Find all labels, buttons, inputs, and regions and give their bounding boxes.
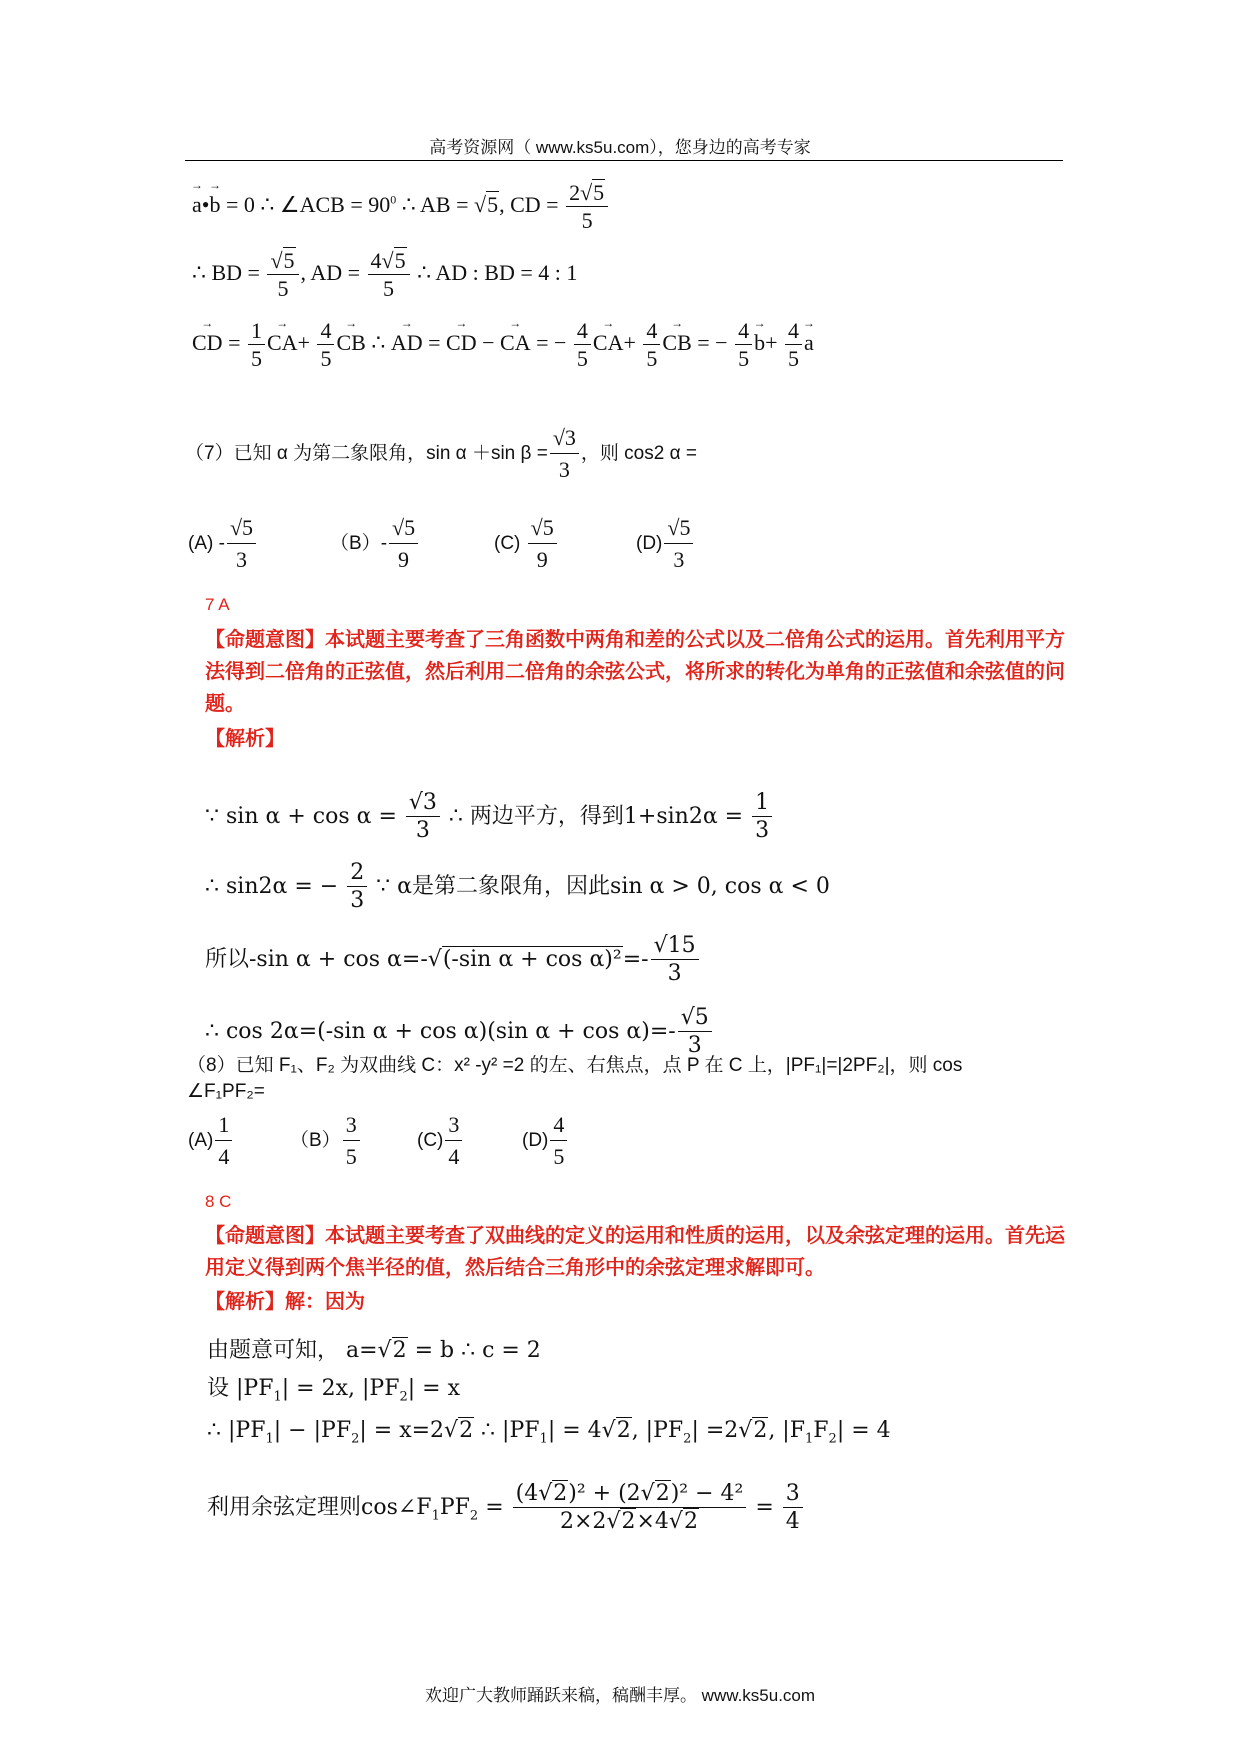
q7-option-c: (C) $\frac{√5}{9}$ <box>494 515 559 573</box>
q7-step-3: 所以-sin α + cos α=-√(-sin α + cos α)²=- $\frac{√15}{3}$ <box>205 935 701 985</box>
q8-step-2: 设 $|PF_1| = 2x$, $|PF_2| = x$ <box>207 1376 460 1405</box>
page-header: 高考资源网（ www.ks5u.com），您身边的高考专家 <box>429 138 811 157</box>
q8-option-b: （B） $\frac{3}{5}$ <box>290 1112 362 1170</box>
q6-line-2: ∴ BD = $\frac{√5}{5}$ , AD = $\frac{4√5}{5}$ ∴ AD : BD = 4 : 1 <box>192 248 578 301</box>
q6-line-3: → CD = $\frac{1}{5}$ → CA+ $\frac{4}{5}$ → CB ∴ → AD = → CD − → CA = − $\frac{4}{5}$ → CA+ $\frac{4}{5}$ → CB = − $\frac{4}{5}$ → b+ $\frac{4}{5}$ → a <box>192 320 814 370</box>
q7-analysis-label: 【解析】 <box>205 728 285 750</box>
q8-stem-line-1: （8）已知 F₁、F₂ 为双曲线 C：x² -y² =2 的左、右焦点，点 P 在 C 上，|PF₁|=|2PF₂|，则 cos <box>187 1055 963 1076</box>
q8-option-c: (C) $\frac{3}{4}$ <box>417 1112 464 1170</box>
q8-stem-line-2: ∠F₁PF₂= <box>187 1081 265 1102</box>
header-divider <box>185 160 1063 161</box>
page-footer: 欢迎广大教师踊跃来稿，稿酬丰厚。 www.ks5u.com <box>424 1686 816 1705</box>
q8-step-3: ∴ $|PF_1| - |PF_2| = x=2√2$ ∴ $|PF_1| = 4√2$, $|PF_2| =2√2$, $|F_1F_2| = 4$ <box>207 1418 891 1447</box>
q8-intent: 【命题意图】本试题主要考查了双曲线的定义的运用和性质的运用，以及余弦定理的运用。首先运用定义得到两个焦半径的值，然后结合三角形中的余弦定理求解即可。 <box>205 1225 1065 1279</box>
q7-option-a: (A) - $\frac{√5}{3}$ <box>188 515 258 573</box>
q7-option-d: (D) $\frac{√5}{3}$ <box>636 515 695 573</box>
q8-option-d: (D) $\frac{4}{5}$ <box>522 1112 569 1170</box>
q8-step-1: 由题意可知， a=√2 = b ∴ c = 2 <box>207 1338 541 1363</box>
q7-intent: 【命题意图】本试题主要考查了三角函数中两角和差的公式以及二倍角公式的运用。首先利用平方法得到二倍角的正弦值，然后利用二倍角的余弦公式，将所求的转化为单角的正弦值和余弦值的问题。 <box>205 629 1065 715</box>
q8-option-a: (A) $\frac{1}{4}$ <box>188 1112 234 1170</box>
q7-stem: （7）已知 α 为第二象限角，sin α ＋sin β = $\frac{√3}{3}$ ，则 cos2 α = <box>185 425 697 482</box>
q7-answer: 7 A <box>205 595 230 614</box>
q8-step-4: 利用余弦定理则$\cos\angle F_1PF_2$ = $\frac{\text{(4√2)² + (2√2)² − 4²}}{2\times 2√2\times 4√2}$ = $\frac{3}{4}$ <box>207 1483 805 1533</box>
q7-option-b: （B）- $\frac{√5}{9}$ <box>330 515 420 573</box>
q8-answer: 8 C <box>205 1192 232 1211</box>
q7-step-4: ∴ cos 2α=(-sin α + cos α)(sin α + cos α)=- $\frac{√5}{3}$ <box>205 1007 714 1057</box>
q7-step-2: ∴ sin2α = − $\frac{2}{3}$ ∵ α是第二象限角，因此sin α > 0, cos α < 0 <box>205 860 830 913</box>
q8-analysis: 【解析】解：因为 <box>205 1291 365 1313</box>
q6-line-1: → a•→ b = 0 ∴ ∠ACB = $90^0$ ∴ AB = √5, CD = $\frac{2√5}{5}$ <box>192 182 610 232</box>
q7-step-1: ∵ sin α + cos α = $\frac{√3}{3}$ ∴ 两边平方，得到1+sin2α = $\frac{1}{3}$ <box>205 792 774 842</box>
